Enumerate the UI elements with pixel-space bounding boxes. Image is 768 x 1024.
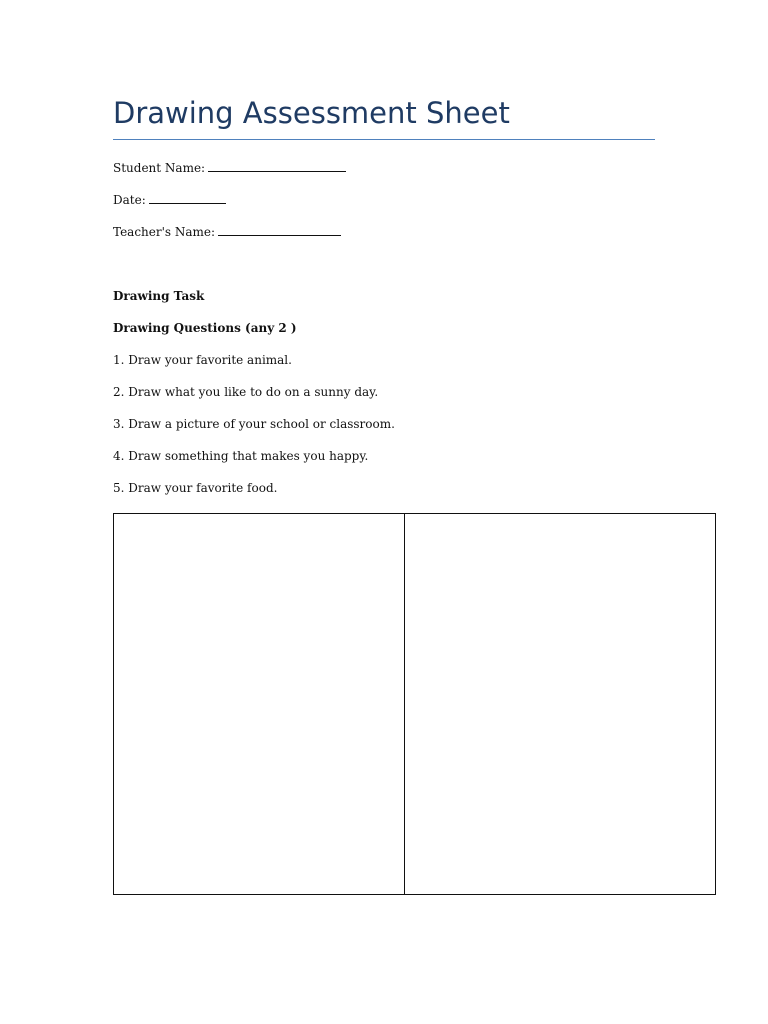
page-title: Drawing Assessment Sheet — [113, 96, 510, 130]
drawing-box-right[interactable] — [405, 514, 715, 894]
question-item: 4. Draw something that makes you happy. — [113, 449, 369, 463]
student-name-field[interactable] — [208, 160, 346, 172]
teacher-name-label: Teacher's Name: — [113, 225, 216, 239]
drawing-questions-heading: Drawing Questions (any 2 ) — [113, 321, 297, 335]
question-item: 2. Draw what you like to do on a sunny day. — [113, 385, 379, 399]
student-name-row — [113, 160, 346, 176]
date-field[interactable] — [149, 192, 226, 204]
drawing-task-heading: Drawing Task — [113, 289, 205, 303]
teacher-name-row — [113, 224, 341, 240]
title-underline — [113, 139, 655, 140]
date-label: Date: — [113, 193, 146, 207]
question-item: 5. Draw your favorite food. — [113, 481, 278, 495]
teacher-name-field[interactable] — [218, 224, 341, 236]
question-item: 1. Draw your favorite animal. — [113, 353, 292, 367]
date-row — [113, 192, 226, 208]
drawing-area-table — [113, 513, 716, 895]
question-item: 3. Draw a picture of your school or classroom. — [113, 417, 395, 431]
student-name-label: Student Name: — [113, 161, 206, 175]
drawing-box-left[interactable] — [114, 514, 405, 894]
